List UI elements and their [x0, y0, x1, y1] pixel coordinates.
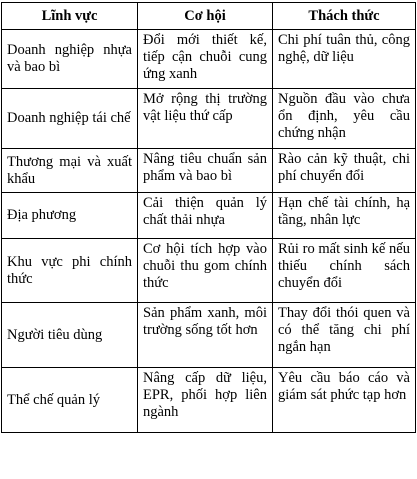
- cell-opportunity: Nâng cấp dữ liệu, EPR, phối hợp liên ngành: [138, 368, 273, 433]
- cell-challenge: Chi phí tuân thủ, công nghệ, dữ liệu: [273, 30, 416, 89]
- cell-opportunity: Cải thiện quản lý chất thải nhựa: [138, 193, 273, 239]
- header-opportunity: Cơ hội: [138, 3, 273, 30]
- cell-opportunity: Mở rộng thị trường vật liệu thứ cấp: [138, 89, 273, 149]
- cell-opportunity: Cơ hội tích hợp vào chuỗi thu gom chính thức: [138, 239, 273, 303]
- cell-challenge: Thay đổi thói quen và có thể tăng chi phí ngắn hạn: [273, 303, 416, 368]
- cell-opportunity: Nâng tiêu chuẩn sản phẩm và bao bì: [138, 149, 273, 193]
- header-field: Lĩnh vực: [2, 3, 138, 30]
- cell-field: Thương mại và xuất khẩu: [2, 149, 138, 193]
- comparison-table: [1, 2, 416, 433]
- cell-opportunity: Sản phẩm xanh, môi trường sống tốt hơn: [138, 303, 273, 368]
- header-challenge: Thách thức: [273, 3, 416, 30]
- table-row: [2, 30, 416, 89]
- cell-field: Doanh nghiệp nhựa và bao bì: [2, 30, 138, 89]
- header-row: [2, 3, 416, 30]
- cell-field: Khu vực phi chính thức: [2, 239, 138, 303]
- table-row: [2, 89, 416, 149]
- cell-challenge: Rào cản kỹ thuật, chi phí chuyển đổi: [273, 149, 416, 193]
- cell-challenge: Yêu cầu báo cáo và giám sát phức tạp hơn: [273, 368, 416, 433]
- table-row: [2, 193, 416, 239]
- table-row: [2, 149, 416, 193]
- cell-opportunity: Đổi mới thiết kế, tiếp cận chuỗi cung ứng xanh: [138, 30, 273, 89]
- table-row: [2, 368, 416, 433]
- cell-field: Địa phương: [2, 193, 138, 239]
- cell-field: Người tiêu dùng: [2, 303, 138, 368]
- table-row: [2, 303, 416, 368]
- cell-challenge: Rủi ro mất sinh kế nếu thiếu chính sách chuyển đổi: [273, 239, 416, 303]
- table-row: [2, 239, 416, 303]
- cell-field: Doanh nghiệp tái chế: [2, 89, 138, 149]
- cell-challenge: Hạn chế tài chính, hạ tầng, nhân lực: [273, 193, 416, 239]
- cell-challenge: Nguồn đầu vào chưa ổn định, yêu cầu chứng nhận: [273, 89, 416, 149]
- cell-field: Thể chế quản lý: [2, 368, 138, 433]
